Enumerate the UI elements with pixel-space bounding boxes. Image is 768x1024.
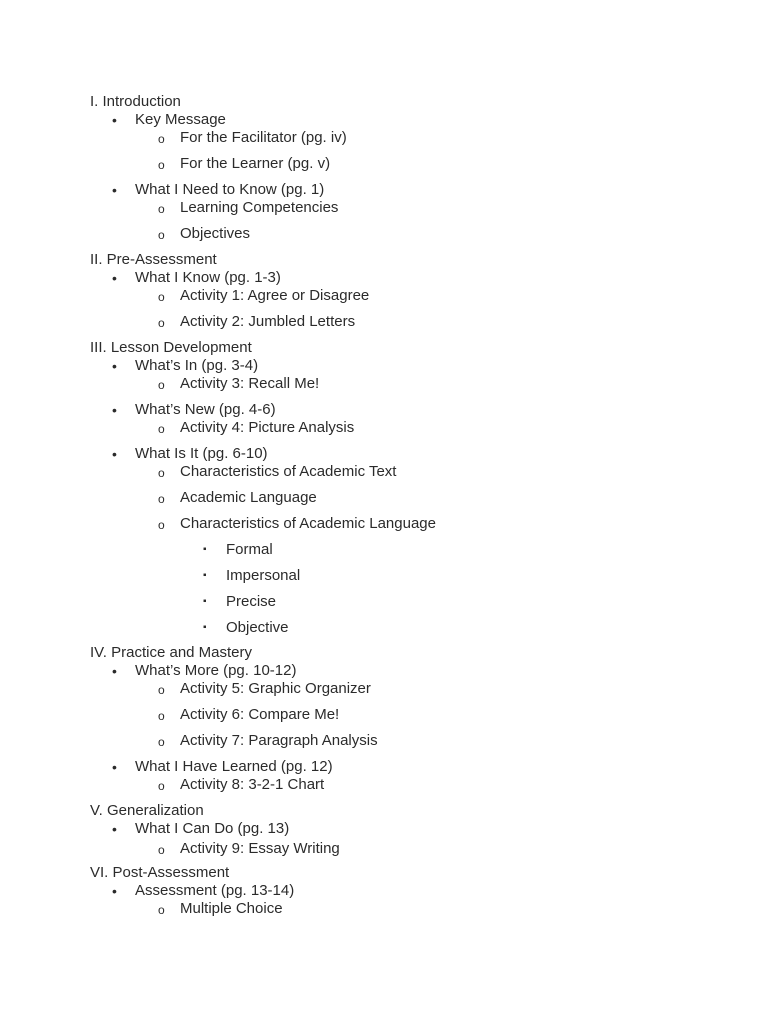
bullet-icon: ▪ <box>203 544 207 555</box>
outline-item-text: What I Have Learned (pg. 12) <box>135 758 333 775</box>
outline-item-text: Key Message <box>135 111 226 128</box>
outline-subsubitem-text: Impersonal <box>226 567 301 584</box>
bullet-icon: • <box>112 821 117 837</box>
outline-item-text: What’s New (pg. 4-6) <box>135 401 276 418</box>
outline-subitem-text: Academic Language <box>180 489 317 506</box>
bullet-icon: o <box>158 158 165 172</box>
outline-subitem-text: Characteristics of Academic Text <box>180 463 397 480</box>
bullet-icon: • <box>112 358 117 374</box>
section-heading-text: II. Pre-Assessment <box>90 251 217 268</box>
outline-subitem-text: Characteristics of Academic Language <box>180 515 436 532</box>
outline-subitem-text: Activity 6: Compare Me! <box>180 706 340 723</box>
outline-subitem-text: Activity 3: Recall Me! <box>180 375 320 392</box>
section-heading-text: IV. Practice and Mastery <box>90 644 253 661</box>
bullet-icon: • <box>112 270 117 286</box>
outline-subitem-text: Activity 9: Essay Writing <box>180 840 340 857</box>
bullet-icon: o <box>158 132 165 146</box>
bullet-icon: o <box>158 492 165 506</box>
bullet-icon: o <box>158 422 165 436</box>
bullet-icon: o <box>158 735 165 749</box>
section-heading-text: III. Lesson Development <box>90 339 252 356</box>
outline-subitem-text: Multiple Choice <box>180 900 283 917</box>
outline-item-text: What I Need to Know (pg. 1) <box>135 181 325 198</box>
outline-item-text: Assessment (pg. 13-14) <box>135 882 295 899</box>
outline-item-text: What I Can Do (pg. 13) <box>135 820 290 837</box>
bullet-icon: o <box>158 290 165 304</box>
bullet-icon: • <box>112 402 117 418</box>
outline-subitem-text: Learning Competencies <box>180 199 339 216</box>
bullet-icon: • <box>112 446 117 462</box>
bullet-icon: o <box>158 378 165 392</box>
outline-item-text: What I Know (pg. 1-3) <box>135 269 281 286</box>
bullet-icon: ▪ <box>203 622 207 633</box>
bullet-icon: o <box>158 843 165 857</box>
outline-subitem-text: Activity 5: Graphic Organizer <box>180 680 371 697</box>
outline-subitem-text: Activity 1: Agree or Disagree <box>180 287 370 304</box>
bullet-icon: o <box>158 518 165 532</box>
outline-subitem-text: Activity 4: Picture Analysis <box>180 419 355 436</box>
outline-subitem-text: For the Learner (pg. v) <box>180 155 331 172</box>
bullet-icon: o <box>158 683 165 697</box>
bullet-icon: • <box>112 883 117 899</box>
bullet-icon: o <box>158 709 165 723</box>
bullet-icon: o <box>158 903 165 917</box>
outline-subsubitem-text: Formal <box>226 541 273 558</box>
bullet-icon: o <box>158 202 165 216</box>
outline-subitem-text: Activity 2: Jumbled Letters <box>180 313 356 330</box>
outline-item-text: What’s More (pg. 10-12) <box>135 662 297 679</box>
outline-subitem-text: Objectives <box>180 225 251 242</box>
bullet-icon: • <box>112 182 117 198</box>
section-heading-text: V. Generalization <box>90 802 204 819</box>
bullet-icon: o <box>158 316 165 330</box>
outline-item-text: What’s In (pg. 3-4) <box>135 357 259 374</box>
bullet-icon: • <box>112 112 117 128</box>
bullet-icon: o <box>158 466 165 480</box>
section-heading-text: I. Introduction <box>90 93 181 110</box>
bullet-icon: o <box>158 228 165 242</box>
outline-subsubitem-text: Objective <box>226 619 289 636</box>
outline-subitem-text: Activity 8: 3-2-1 Chart <box>180 776 325 793</box>
section-heading-text: VI. Post-Assessment <box>90 864 230 881</box>
outline-item-text: What Is It (pg. 6-10) <box>135 445 268 462</box>
bullet-icon: ▪ <box>203 596 207 607</box>
bullet-icon: • <box>112 759 117 775</box>
bullet-icon: • <box>112 663 117 679</box>
bullet-icon: o <box>158 779 165 793</box>
outline-subitem-text: Activity 7: Paragraph Analysis <box>180 732 378 749</box>
outline-subitem-text: For the Facilitator (pg. iv) <box>180 129 347 146</box>
bullet-icon: ▪ <box>203 570 207 581</box>
outline-subsubitem-text: Precise <box>226 593 277 610</box>
